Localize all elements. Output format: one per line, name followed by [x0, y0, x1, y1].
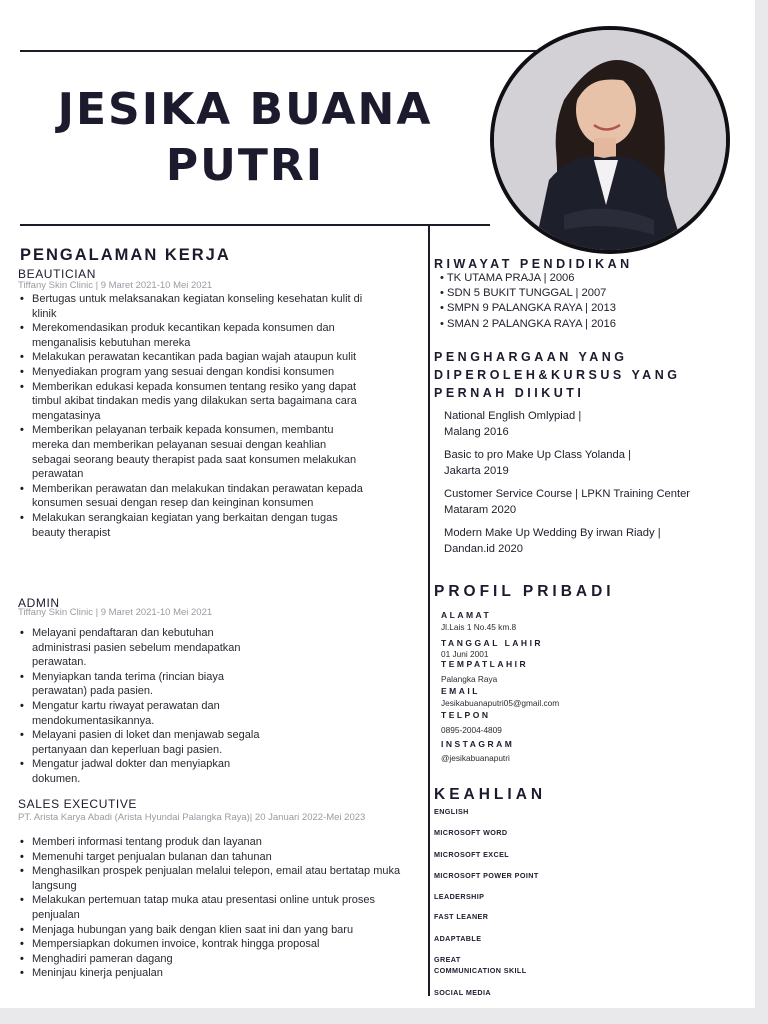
phone-label: TELPON [441, 710, 491, 720]
awards-heading-line-1: PENGHARGAAN YANG [434, 350, 628, 364]
list-item: • Melakukan perawatan kecantikan pada bagian wajah ataupun kulit [18, 350, 363, 365]
list-item: • Memberi informasi tentang produk dan layanan [18, 835, 418, 850]
birthdate-label: TANGGAL LAHIR [441, 638, 544, 648]
job-subtitle-sales: PT. Arista Karya Abadi (Arista Hyundai Palangka Raya)| 20 Januari 2022-Mei 2023 [18, 812, 366, 823]
address-value: Jl.Lais 1 No.45 km.8 [441, 622, 517, 632]
list-item: • Mengatur kartu riwayat perawatan dan mendokumentasikannya. [18, 699, 273, 728]
profile-photo [490, 26, 730, 254]
list-item: • Menjaga hubungan yang baik dengan klien saat ini dan yang baru [18, 923, 418, 938]
list-item: • Menyediakan program yang sesuai dengan kondisi konsumen [18, 365, 363, 380]
awards-heading [434, 348, 734, 402]
award-item [444, 486, 734, 518]
experience-heading: PENGALAMAN KERJA [20, 246, 231, 264]
list-item: • Melayani pendaftaran dan kebutuhan administrasi pasien sebelum mendapatkan perawatan. [18, 626, 273, 670]
award-line-1: Basic to pro Make Up Class Yolanda | [444, 449, 631, 461]
list-item: • SDN 5 BUKIT TUNGGAL | 2007 [440, 287, 607, 300]
list-item: • Melakukan serangkaian kegiatan yang berkaitan dengan tugas beauty therapist [18, 511, 363, 540]
list-item: • Menghadiri pameran dagang [18, 952, 418, 967]
address-label: ALAMAT [441, 610, 492, 620]
award-line-1: Customer Service Course | LPKN Training Center [444, 488, 691, 500]
skill-item: GREAT [434, 955, 461, 964]
list-item: • Melakukan pertemuan tatap muka atau presentasi online untuk proses penjualan [18, 893, 418, 922]
award-item [444, 525, 734, 557]
list-item: • SMAN 2 PALANGKA RAYA | 2016 [440, 317, 616, 330]
birthdate-value: 01 Juni 2001 [441, 649, 489, 659]
list-item: • Merekomendasikan produk kecantikan kepada konsumen dan menganalisis kebutuhan mereka [18, 321, 363, 350]
list-item: • Bertugas untuk melaksanakan kegiatan konseling kesehatan kulit di klinik [18, 292, 363, 321]
job-title-sales: SALES EXECUTIVE [18, 797, 138, 811]
sales-duties-list [18, 835, 418, 981]
birthplace-label: TEMPATLAHIR [441, 659, 529, 669]
skill-item: LEADERSHIP [434, 892, 485, 901]
list-item: • Mempersiapkan dokumen invoice, kontrak hingga proposal [18, 937, 418, 952]
name-line-2: PUTRI [165, 140, 325, 191]
skills-heading: KEAHLIAN [434, 786, 547, 803]
email-value: Jesikabuanaputri05@gmail.com [441, 698, 560, 708]
profile-heading: PROFIL PRIBADI [434, 583, 615, 600]
skill-item: MICROSOFT WORD [434, 828, 508, 837]
skill-item: SOCIAL MEDIA [434, 988, 491, 997]
top-rule [20, 50, 540, 52]
list-item: • Menyiapkan tanda terima (rincian biaya perawatan) pada pasien. [18, 670, 273, 699]
award-line-2: Mataram 2020 [444, 504, 517, 516]
list-item: • Memberikan pelayanan terbaik kepada konsumen, membantu mereka dan memberikan pelayanan sesuai dengan keahlian sebagai seorang beauty therapist pada saat konsumen melakukan perawatan [18, 423, 363, 481]
list-item: • Memberikan perawatan dan melakukan tindakan perawatan kepada konsumen sesuai dengan resep dan keinginan konsumen [18, 482, 363, 511]
award-line-2: Dandan.id 2020 [444, 543, 524, 555]
admin-duties-list [18, 626, 273, 787]
award-item [444, 408, 734, 440]
list-item: • Mengatur jadwal dokter dan menyiapkan dokumen. [18, 757, 273, 786]
header-bottom-rule [20, 224, 490, 226]
job-subtitle-admin: Tiffany Skin Clinic | 9 Maret 2021-10 Mei 2021 [18, 607, 213, 618]
awards-heading-line-2: DIPEROLEH&KURSUS YANG [434, 368, 681, 382]
award-line-1: National English Omlypiad | [444, 410, 582, 422]
award-line-2: Malang 2016 [444, 426, 509, 438]
list-item: • Meninjau kinerja penjualan [18, 966, 418, 981]
awards-heading-line-3: PERNAH DIIKUTI [434, 386, 585, 400]
list-item: • Menghasilkan prospek penjualan melalui telepon, email atau bertatap muka langsung [18, 864, 418, 893]
skill-item: MICROSOFT POWER POINT [434, 871, 539, 880]
skill-item: ENGLISH [434, 807, 469, 816]
job-subtitle-beautician: Tiffany Skin Clinic | 9 Maret 2021-10 Mei 2021 [18, 280, 213, 291]
phone-value: 0895-2004-4809 [441, 725, 502, 735]
list-item: • SMPN 9 PALANGKA RAYA | 2013 [440, 302, 616, 315]
skill-item: COMMUNICATION SKILL [434, 966, 527, 975]
skill-item: MICROSOFT EXCEL [434, 850, 510, 859]
email-label: EMAIL [441, 686, 480, 696]
award-line-2: Jakarta 2019 [444, 465, 509, 477]
list-item: • TK UTAMA PRAJA | 2006 [440, 272, 575, 284]
list-item: • Memenuhi target penjualan bulanan dan tahunan [18, 850, 418, 865]
birthplace-value: Palangka Raya [441, 674, 498, 684]
name-heading [40, 82, 450, 194]
skill-item: FAST LEANER [434, 912, 489, 921]
award-item [444, 447, 734, 479]
job-title-admin: ADMIN [18, 596, 60, 610]
list-item: • Memberikan edukasi kepada konsumen tentang resiko yang dapat timbul akibat tindakan medis yang dilakukan serta bagaimana cara mengatasinya [18, 380, 363, 424]
name-line-1: JESIKA BUANA [57, 84, 433, 135]
skill-item: ADAPTABLE [434, 934, 482, 943]
beautician-duties-list [18, 292, 363, 540]
list-item: • Melayani pasien di loket dan menjawab segala pertanyaan dan keperluan bagi pasien. [18, 728, 273, 757]
instagram-value: @jesikabuanaputri [441, 753, 510, 763]
education-list [440, 271, 616, 332]
instagram-label: INSTAGRAM [441, 739, 515, 749]
job-title-beautician: BEAUTICIAN [18, 267, 97, 281]
award-line-1: Modern Make Up Wedding By irwan Riady | [444, 527, 661, 539]
education-heading: RIWAYAT PENDIDIKAN [434, 257, 633, 271]
column-divider [428, 224, 430, 996]
